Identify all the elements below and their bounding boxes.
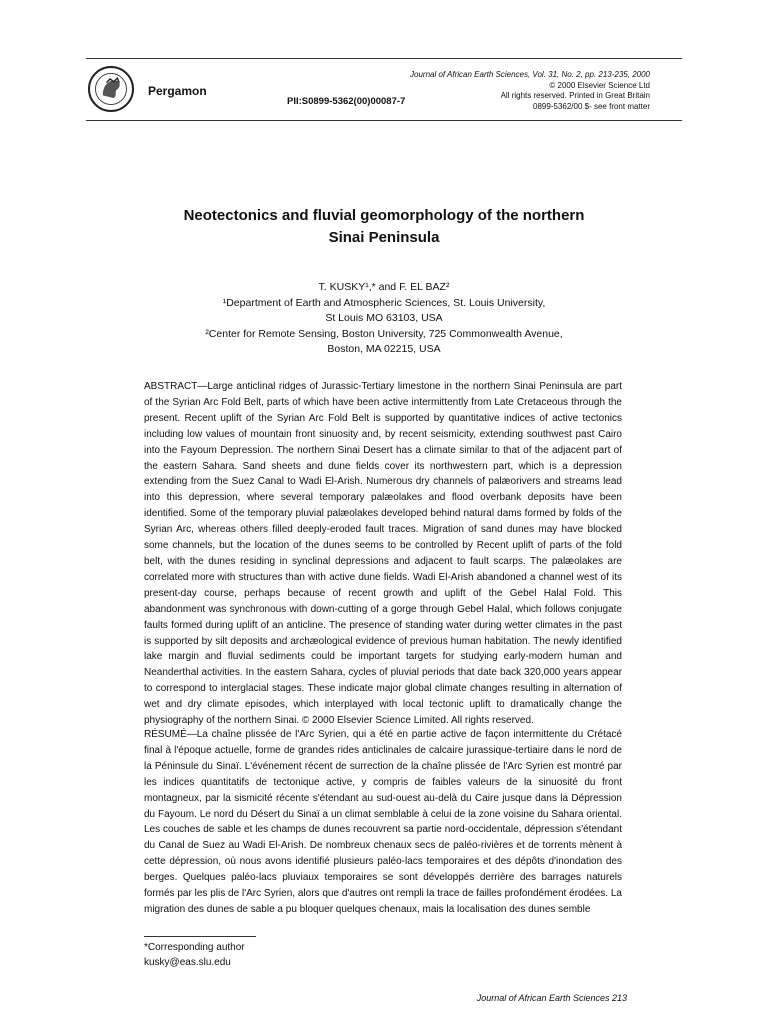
publisher-name: Pergamon xyxy=(148,84,207,98)
title-line-2: Sinai Peninsula xyxy=(328,229,440,246)
affiliation-2-line-2: Boston, MA 02215, USA xyxy=(327,343,441,355)
abstract-paragraph: ABSTRACT—Large anticlinal ridges of Jurassic-Tertiary limestone in the northern Sinai Peninsula are part of the Syrian Arc Fold Belt, parts of which have been active intermittently from Late Cretaceous through the present. Recent uplift of the Syrian Arc Fold Belt is supported by quantitative indices of active tectonics including low values of mountain front sinuosity and, by recent seismicity, extending southwest past Cairo into the Fayoum Depression. The northern Sinai Desert has a climate similar to that of the adjacent part of the eastern Sahara. Sand sheets and dune fields cover its northwestern part, which is a depression extending from the Suez Canal to Wadi El-Arish. Numerous dry channels of palæorivers and streams lead into this depression, where several temporary palæolakes and flood overbank deposits have been identified. Some of the temporary pluvial palæolakes developed behind natural dams formed by folds of the Syrian Arc, whereas others filled deeply-eroded fault traces. Migration of sand dunes may have blocked some channels, but the location of the dunes seems to be controlled by Recent uplift of parts of the fold belt, with the dunes residing in synclinal depressions and adjacent to fault scarps. The palæolakes are correlated more with structures than with active dune fields. Wadi El-Arish abandoned a channel west of its present-day course, perhaps because of recent growth and uplift of the Gebel Halal Fold. This abandonment was synchronous with down-cutting of a gorge through Gebel Halal, which follows conjugate faults formed during uplift of an anticline. The presence of standing water during wetter climates in the past is supported by silt deposits and archæological evidence of previous human habitation. The newly identified lake margin and fluvial sediments could be important targets for studying early-modern human and Neanderthal activities. In the eastern Sahara, cycles of pluvial periods that date back 320,000 years appear to correspond to interglacial stages. These indicate major global climate changes resulting in alternation of wet and dry climate episodes, which interplayed with local tectonic uplift to dramatically change the physiography of the northern Sinai. © 2000 Elsevier Science Limited. All rights reserved. xyxy=(144,381,622,727)
author-names: T. KUSKY¹,* and F. EL BAZ² xyxy=(318,281,450,293)
copyright-line: © 2000 Elsevier Science Ltd xyxy=(549,80,650,90)
affiliation-2-line-1: ²Center for Remote Sensing, Boston University, 725 Commonwealth Avenue, xyxy=(205,327,563,340)
issn-line: 0899-5362/00 $- see front matter xyxy=(533,101,650,111)
journal-citation: Journal of African Earth Sciences, Vol. 31, No. 2, pp. 213-235, 2000 xyxy=(410,70,650,79)
resume-paragraph: RÉSUMÉ—La chaîne plissée de l'Arc Syrien, qui a été en partie active de façon intermittente du Crétacé final à l'époque actuelle, forme de grandes rides anticlinales de calcaire jurassique-tertiaire dans le nord de la Péninsule du Sinaï. L'événement récent de surrection de la chaîne plissée de l'Arc Syrien est montré par les indices quantitatifs de tectonique active, y compris de faibles valeurs de la sinuosité du front montagneux, par la sismicité récente s'étendant au sud-ouest au-delà du Caire jusque dans la Dépression du Fayoum. Le nord du Désert du Sinaï a un climat semblable à celui de la zone voisine du Sahara oriental. Les couches de sable et les champs de dunes recouvrent sa partie nord-occidentale, dépression s'étendant du Canal de Suez au Wadi El-Arish. De nombreux chenaux secs de paléo-rivières et de torrents mènent à cette dépression, où nous avons identifié plusieurs paléo-lacs temporaires et des dépôts d'inondation des berges. Quelques paléo-lacs pluviaux temporaires se sont développés derrière des barrages naturels formés par les plis de l'Arc Syrien, alors que d'autres ont rempli la trace de failles profondément érodées. La migration des dunes de sable a pu bloquer quelques chenaux, mais la localisation des dunes semble xyxy=(144,729,622,915)
title-line-1: Neotectonics and fluvial geomorphology of the northern xyxy=(183,207,585,224)
corresponding-author-note: *Corresponding author xyxy=(144,942,245,953)
header-rule-bottom xyxy=(86,120,682,121)
rights-line: All rights reserved. Printed in Great Britain xyxy=(500,91,650,100)
author-block xyxy=(160,280,608,358)
page-footer: Journal of African Earth Sciences 213 xyxy=(476,993,627,1003)
paper-title xyxy=(130,205,638,249)
pii-identifier: PII:S0899-5362(00)00087-7 xyxy=(287,96,406,107)
author-email: kusky@eas.slu.edu xyxy=(144,957,231,968)
publisher-logo-icon xyxy=(88,66,134,112)
affiliation-1-line-2: St Louis MO 63103, USA xyxy=(325,312,443,324)
journal-info xyxy=(330,70,650,112)
header-rule-top xyxy=(86,58,682,59)
affiliation-1-line-1: ¹Department of Earth and Atmospheric Sciences, St. Louis University, xyxy=(222,296,546,309)
footnote-rule xyxy=(144,936,256,937)
footnote xyxy=(144,940,245,970)
